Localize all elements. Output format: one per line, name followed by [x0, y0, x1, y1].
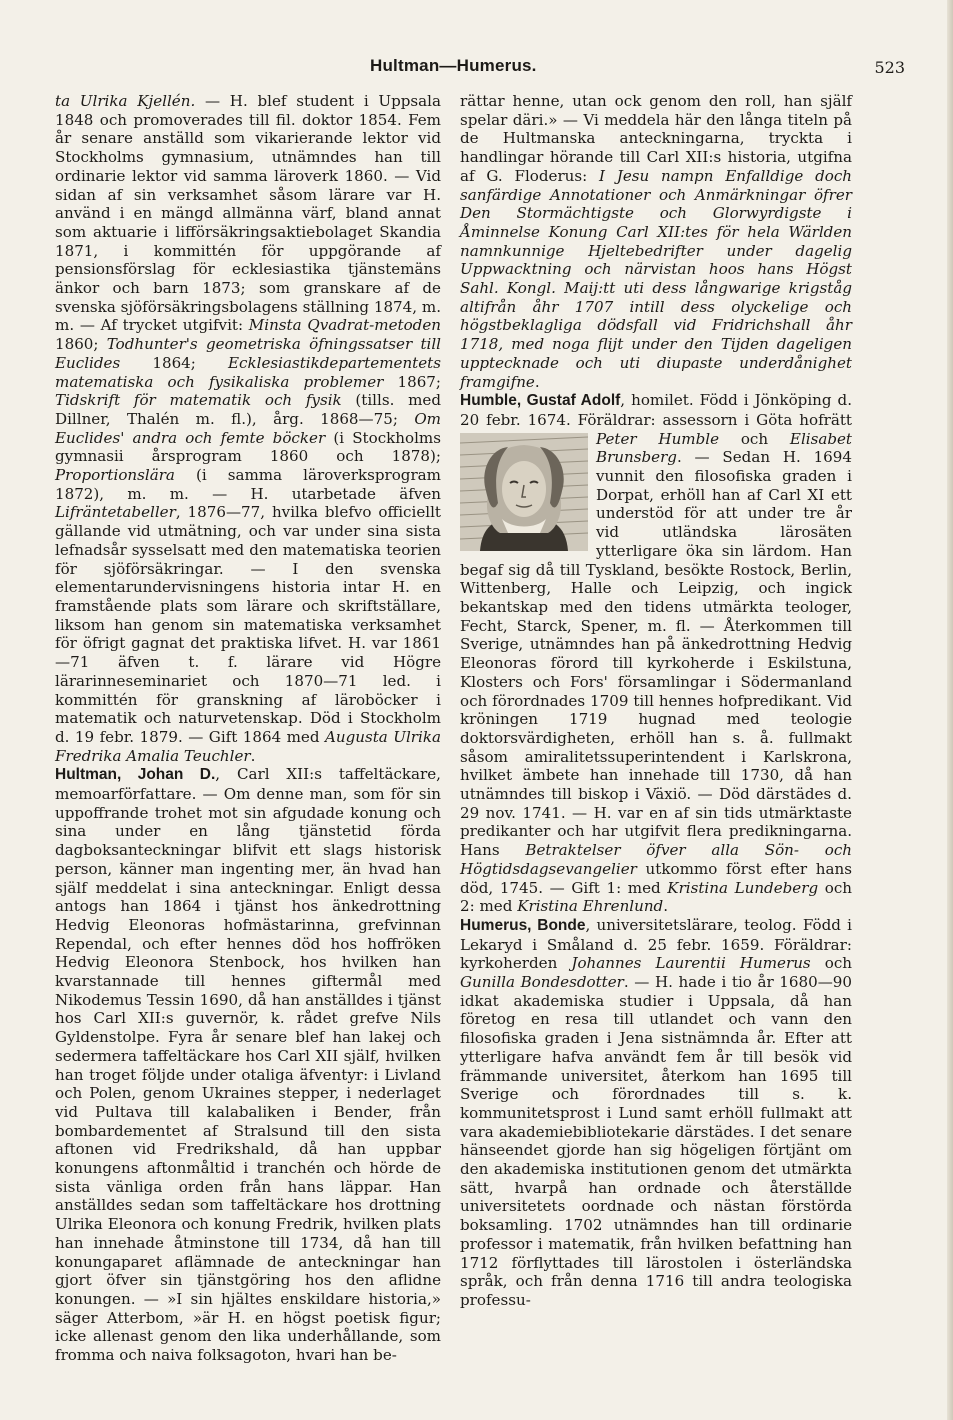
- entry-headword: Humerus, Bonde: [460, 916, 586, 934]
- spouse-name: Kristina Lundeberg: [667, 878, 819, 897]
- left-column: [55, 92, 441, 1365]
- entry-text: , universitetslärare, teolog. Född i Lekaryd i Småland d. 25 febr. 1659. Föräldrar: kyrkoherden: [460, 915, 852, 973]
- entry-continuation: [55, 92, 441, 765]
- entry-text: (i Stockholms gymnasii årsprogram 1860 och 1878);: [55, 428, 441, 466]
- spouse-name: Kristina Ehrenlund: [517, 897, 664, 916]
- parent-name: Gunilla Bondesdotter: [460, 973, 624, 992]
- entry-text: . — H. hade i tio år 1680—90 idkat akademiska studier i Uppsala, då han företog en resa till utlandet och vann den filosofiska graden i Jena sistnämnda år. Efter att ytterligare hafva användt fem år till besök vid främmande universitet, återkom han 1695 till Sverige och förordnades till s. k. kommunitetsprost i Lund samt erhöll fullmakt att vara akademiebibliotekarie därstädes. I det senare hänseendet gjorde han sig högeligen förtjänt om den akademiska institutionen genom det utmärkta sätt, hvarpå han ordnade och återställde universitetets oordnade och nästan förstörda boksamling. 1702 utnämndes han till ordinarie professor i matematik, från hvilken befattning han 1712 förflyttades till lärostolen i österländska språk, och från denna 1716 till andra teologiska professu-: [460, 973, 852, 1309]
- entry-text: (i samma läroverksprogram 1872), m. m. — H. utarbetade äfven: [55, 466, 441, 503]
- entry-text: , homilet. Född i Jönköping d. 20 febr. 1674. Föräldrar: assessorn i Göta hofrätt: [460, 391, 853, 429]
- entry-text: .: [250, 746, 256, 765]
- entry-text: 1864;: [120, 353, 229, 372]
- entry-text: . — Sedan H. 1694 vunnit den filosofiska graden i Dorpat, erhöll han af Carl XI ett understöd för att under tre år vid utländska lärosäten ytterligare öka sin lärdom. Han begaf sig då till Tyskland, besökte Rostock, Berlin, Wittenberg, Halle och Leipzig, och ingick bekantskap med den tidens utmärkta teologer, Fecht, Starck, Spener, m. fl. — Återkommen till Sverige, utnämndes han på änkedrottning Hedvig Eleonoras förord till kyrkoherde i Eskilstuna, Klosters och Fors' församlingar i Södermanland och förordnades 1709 till hennes hofpredikant. Vid kröningen 1719 hugnad med teologie doktorsvärdigheten, erhöll han s. å. fullmakt såsom amiralitetssuperintendent i Karlskrona, hvilket ämbete han innehade till 1730, då han utnämndes till biskop i Växiö. — Död därstädes d. 29 nov. 1741. — H. var en af sin tids utmärktaste predikanter och har utgifvit flera predikningarna. Hans: [460, 448, 852, 860]
- page-edge: [947, 0, 953, 1420]
- work-title: Lifräntetabeller: [55, 503, 176, 522]
- entry-text: och 2: med: [460, 878, 852, 916]
- running-head: Hultman—Humerus.: [370, 56, 537, 75]
- entry-text: 1867;: [383, 372, 441, 391]
- entry-hultman-johan: [55, 765, 441, 1365]
- work-title: Om Euclides' andra och femte böcker: [55, 409, 441, 447]
- entry-headword: Hultman, Johan D.: [55, 766, 216, 784]
- entry-text: 1860;: [55, 335, 107, 354]
- entry-text: , Carl XII:s taffeltäckare, memoarförfattare. — Om denne man, som för sin uppoffrande trohet mot sin afgudade konung och sina under en lång tjänstetid förda dagboksanteckningar blifvit ett slags historisk person, känner man ingenting mer, än hvad han själf meddelat i sina anteckningar. Enligt dessa antogs han 1864 i tjänst hos änkedrottning Hedvig Eleonoras hofmästarinna, grefvinnan Rependal, och efter hennes död hos hoffröken Hedvig Eleonora Stenbock, hos hvilken han kvarstannade till hennes giftermål med Nikodemus Tessin 1690, då han anställdes i tjänst hos Carl XII:s guvernör, k. rådet grefve Nils Gyldenstolpe. Fyra år senare blef han lakej och sedermera taffeltäckare hos Carl XII själf, hvilken han troget följde under otaliga äfventyr: i Livland och Polen, genom Ukraines stepper, i nederlaget vid Pultava till kalabaliken i Bender, från bombardementet af Stralsund till den sista aftonen vid Fredrikshald, då han uppbar konungens aftonmåltid i tranchén och hörde de sista vänliga orden från hans läppar. Han anställdes sedan som taffeltäckare hos drottning Ulrika Eleonora och konung Fredrik, hvilken plats han innehade åtminstone till 1734, då han till konungaparet aflämnade de anteckningar han gjort öfver sin tjänstgöring hos den aflidne konungen. — »I sin hjältes enskildare historia,» säger Atterbom, »är H. en högst poetisk figur; icke allenast genom den lika underhållande, som fromma och naiva folksagoton, hvari han be-: [55, 765, 441, 1365]
- work-title: Ecklesiastikdepartementets matematiska och fysikaliska problemer: [55, 353, 441, 391]
- work-title: Todhunter's geometriska öfningssatser till Euclides: [55, 335, 441, 372]
- entry-text: rättar henne, utan ock genom den roll, han själf spelar däri.» — Vi meddela här den långa titeln på de Hultmanska anteckningarna, tryckta i handlingar hörande till Carl XII:s historia, utgifna af G. Floderus:: [460, 92, 852, 185]
- text-fragment: ta Ulrika Kjellén.: [55, 92, 196, 110]
- parent-name: Johannes Laurentii Humerus: [571, 954, 811, 973]
- entry-text: , 1876—77, hvilka blefvo officiellt gällande vid utmätning, och var under sina sista lefnadsår sysselsatt med den matematiska teorien för sjöförsäkringar. — I den svenska elementarundervisningens historia intar H. en framstående plats som lärare och skriftställare, liksom han genom sin matematiska verksamhet för öfrigt gagnat det praktiska lifvet. H. var 1861—71 äfven t. f. lärare vid Högre lärarinneseminariet och 1870—71 led. i kommittén för granskning af läroböcker i matematik och naturvetenskap. Död i Stockholm d. 19 febr. 1879. — Gift 1864 med: [55, 503, 441, 746]
- right-column: [460, 92, 852, 1310]
- work-title: Proportionslära: [55, 466, 175, 485]
- entry-continuation: [460, 92, 852, 391]
- entry-text: — H. blef student i Uppsala 1848 och promoverades till fil. doktor 1854. Fem år senare anställd som vikarierande lektor vid Stockholms gymnasium, utnämndes han till ordinarie lektor vid samma läroverk 1860. — Vid sidan af sin verksamhet såsom lärare var H. använd i en mängd allmänna värf, bland annat som aktuarie i lifförsäkringsaktiebolaget Skandia 1871, i kommittén för uppgörande af pensionsförslag för ecklesiastika tjänstemäns änkor och barn 1873; som granskare af de svenska sjöförsäkringsbolagens ställning 1874, m. m. — Af trycket utgifvit:: [55, 92, 441, 335]
- entry-text: och: [810, 954, 853, 973]
- spouse-name: Augusta Ulrika Fredrika Amalia Teuchler: [55, 727, 441, 765]
- entry-headword: Humble, Gustaf Adolf: [460, 392, 621, 410]
- entry-text: (tills. med Dillner, Thalén m. fl.), årg. 1868—75;: [55, 391, 441, 428]
- page-number: 523: [874, 58, 905, 77]
- work-title: Betraktelser öfver alla Sön- och Högtidsdagsevangelier: [460, 841, 852, 878]
- entry-humble-gustaf: [460, 391, 852, 916]
- portrait-engraving-icon: [460, 433, 588, 551]
- work-title: Tidskrift för matematik och fysik: [55, 391, 342, 410]
- page-header: [0, 50, 953, 80]
- parent-name: Elisabet Brunsberg: [596, 429, 852, 467]
- entry-text: .: [534, 372, 540, 391]
- entry-humerus-bonde: [460, 916, 852, 1310]
- entry-text: .: [663, 897, 669, 916]
- work-title: Minsta Qvadrat-metoden: [248, 316, 441, 335]
- portrait-svg: [460, 433, 588, 551]
- work-title: I Jesu nampn Enfalldige doch sanfärdige Annotationer och Anmärkningar öfrer Den Stormächtigste och Glorwyrdigste i Åminnelse Konung Carl XII:tes för hela Wärlden namnkunnige Hjeltebedrifter under dagelig Uppwacktning och närvistan hoos hans Högst Sahl. Kongl. Maij:tt uti dess långwarige krigståg altifrån åhr 1707 intill dess olyckelige och högstbeklagliga dödsfall vid Fridrichshall åhr 1718, med noga flijt under den Tijden dageligen upptecknade och uti diupaste underdånighet framgifne: [460, 166, 853, 391]
- entry-text: och: [719, 429, 790, 448]
- parent-name: Peter Humble: [596, 429, 720, 448]
- entry-text: utkommo först efter hans död, 1745. — Gift 1: med: [460, 859, 852, 897]
